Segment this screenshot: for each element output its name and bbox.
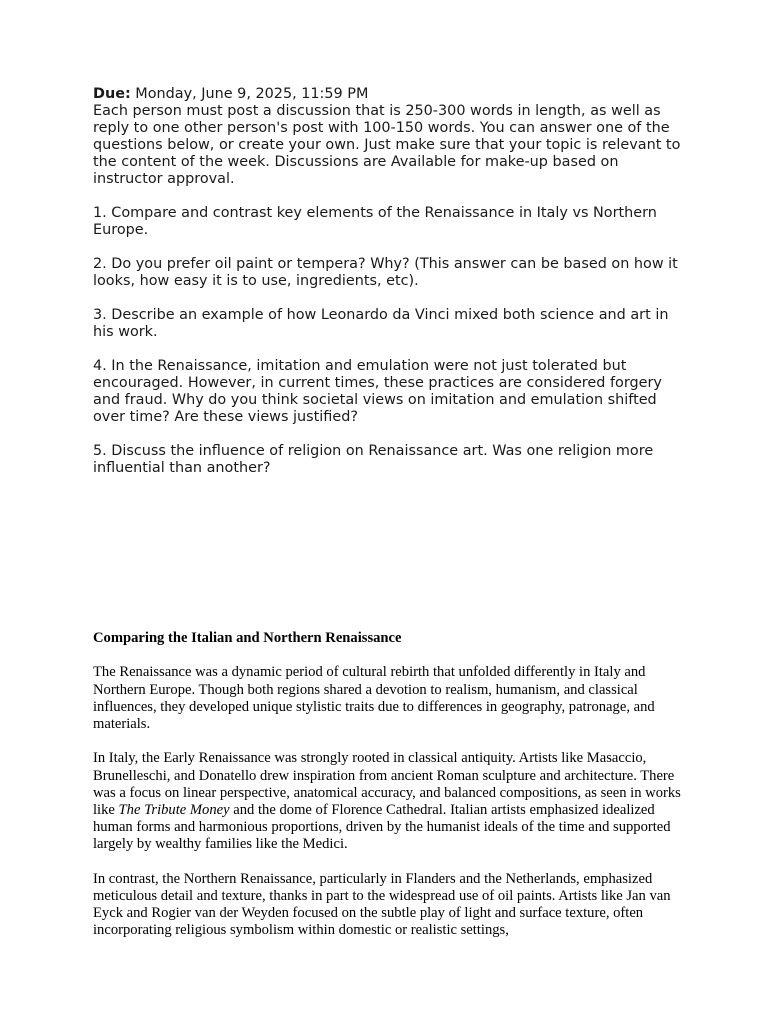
essay-paragraph-2 bbox=[93, 750, 683, 853]
essay-paragraph-2-end: and the dome of Florence Cathedral. Italian artists emphasized idealized human forms and harmonious proportions, driven by the humanist ideals of the time and supported largely by wealthy families like the Medici. bbox=[93, 802, 671, 853]
artwork-title: The Tribute Money bbox=[118, 802, 230, 818]
question-5: 5. Discuss the influence of religion on Renaissance art. Was one religion more influential than another? bbox=[93, 443, 654, 476]
essay bbox=[93, 630, 683, 957]
question-2: 2. Do you prefer oil paint or tempera? Why? (This answer can be based on how it looks, how easy it is to use, ingredients, etc). bbox=[93, 256, 678, 289]
instructions: Each person must post a discussion that is 250-300 words in length, as well as reply to one other person's post with 100-150 words. You can answer one of the questions below, or create your own. Just make sure that your topic is relevant to the content of the week. Discussions are Available for make-up based on instructor approval. bbox=[93, 103, 681, 187]
essay-paragraph-3: In contrast, the Northern Renaissance, particularly in Flanders and the Netherlands, emphasized meticulous detail and texture, thanks in part to the widespread use of oil paints. Artists like Jan van Eyck and Rogier van der Weyden focused on the subtle play of light and surface texture, often incorporating religious symbolism within domestic or realistic settings, bbox=[93, 870, 671, 939]
question-4: 4. In the Renaissance, imitation and emulation were not just tolerated but encouraged. However, in current times, these practices are considered forgery and fraud. Why do you think societal views on imitation and emulation shifted over time? Are these views justified? bbox=[93, 358, 662, 425]
question-1: 1. Compare and contrast key elements of the Renaissance in Italy vs Northern Europe. bbox=[93, 205, 657, 238]
assignment-prompt bbox=[93, 86, 683, 477]
essay-paragraph-1: The Renaissance was a dynamic period of cultural rebirth that unfolded differently in Italy and Northern Europe. Though both regions shared a devotion to realism, humanism, and classical influences, they developed unique stylistic traits due to differences in geography, patronage, and materials. bbox=[93, 664, 655, 732]
due-line bbox=[93, 86, 683, 103]
essay-paragraph-2-start: In Italy, the Early Renaissance was strongly rooted in classical antiquity. Artists like Masaccio, Brunelleschi, and Donatello drew inspiration from ancient Roman sculpture and architecture. There was a focus on linear perspective, anatomical accuracy, and balanced compositions, as seen in works like bbox=[93, 750, 681, 818]
essay-title: Comparing the Italian and Northern Renaissance bbox=[93, 630, 402, 646]
due-date: Monday, June 9, 2025, 11:59 PM bbox=[130, 86, 369, 102]
question-3: 3. Describe an example of how Leonardo da Vinci mixed both science and art in his work. bbox=[93, 307, 669, 340]
due-label: Due: bbox=[93, 86, 131, 102]
